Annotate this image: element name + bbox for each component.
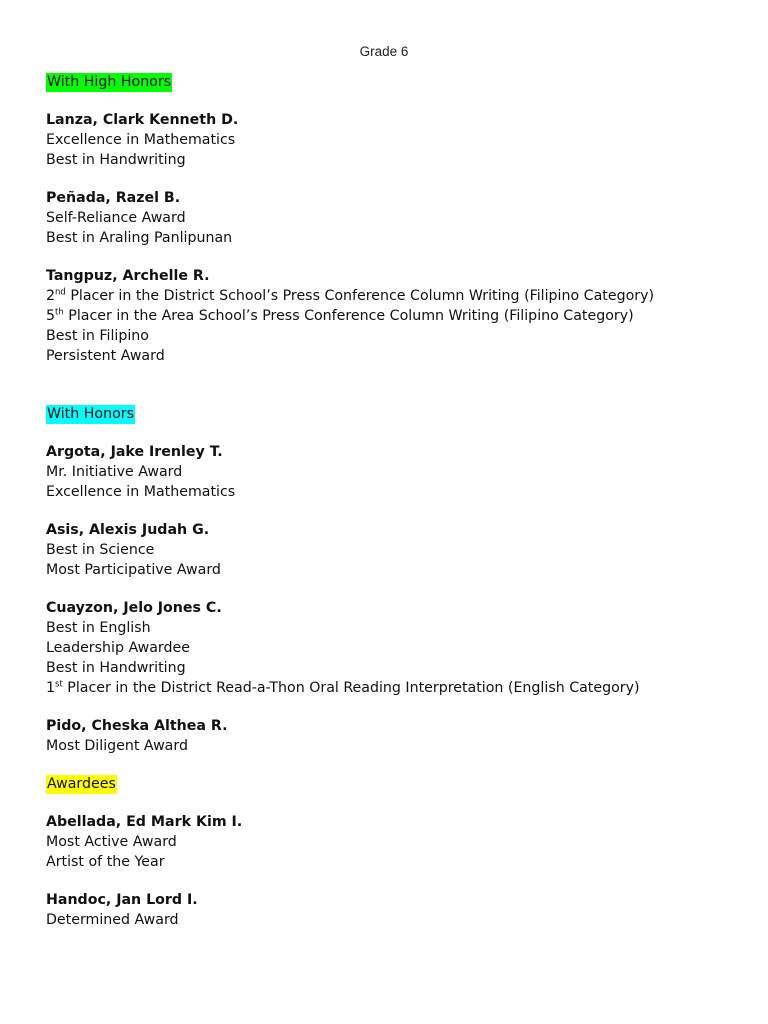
section-with-high-honors [46, 72, 746, 366]
award-line [46, 658, 746, 678]
award-text: Excellence in Mathematics [46, 132, 236, 148]
award-text: Best in Handwriting [46, 660, 186, 676]
award-text: Excellence in Mathematics [46, 484, 236, 500]
award-line [46, 852, 746, 872]
spacer [46, 794, 746, 812]
award-text: Placer in the District Read-a-Thon Oral Reading Interpretation (English Category) [62, 680, 640, 696]
student-name: Pido, Cheska Althea R. [46, 718, 228, 734]
section-heading: With High Honors [47, 74, 172, 90]
award-line [46, 736, 746, 756]
award-text: Placer in the Area School’s Press Conference Column Writing (Filipino Category) [63, 308, 634, 324]
award-text: Placer in the District School’s Press Conference Column Writing (Filipino Category) [65, 288, 655, 304]
award-text: Mr. Initiative Award [46, 464, 183, 480]
award-text: Best in Filipino [46, 328, 149, 344]
student-name: Handoc, Jan Lord I. [46, 892, 198, 908]
spacer [46, 502, 746, 520]
award-text: Most Diligent Award [46, 738, 188, 754]
student-name: Peñada, Razel B. [46, 190, 181, 206]
student-entry [46, 890, 746, 930]
student-entry [46, 812, 746, 872]
student-name: Tangpuz, Archelle R. [46, 268, 210, 284]
spacer [46, 424, 746, 442]
section-heading: Awardees [47, 776, 116, 792]
ordinal-suffix: st [55, 679, 63, 690]
placer-number: 2 [46, 288, 56, 304]
spacer [46, 248, 746, 266]
ordinal-suffix: th [55, 307, 64, 318]
student-name: Abellada, Ed Mark Kim I. [46, 814, 243, 830]
award-text: Leadership Awardee [46, 640, 190, 656]
award-text: Best in English [46, 620, 151, 636]
award-line [46, 910, 746, 930]
student-entry [46, 188, 746, 248]
placer-number: 5 [46, 308, 56, 324]
award-line [46, 618, 746, 638]
award-line [46, 832, 746, 852]
ordinal-suffix: nd [55, 287, 66, 298]
student-entry [46, 110, 746, 170]
award-line [46, 286, 746, 306]
award-text: Artist of the Year [46, 854, 165, 870]
student-entry [46, 716, 746, 756]
student-entry [46, 598, 746, 698]
student-name: Lanza, Clark Kenneth D. [46, 112, 239, 128]
award-text: Most Participative Award [46, 562, 221, 578]
section-heading: With Honors [47, 406, 134, 422]
award-line [46, 638, 746, 658]
student-name: Asis, Alexis Judah G. [46, 522, 210, 538]
spacer [46, 698, 746, 716]
award-text: Most Active Award [46, 834, 177, 850]
section-heading-row [46, 774, 746, 794]
award-line [46, 346, 746, 366]
student-name: Cuayzon, Jelo Jones C. [46, 600, 222, 616]
award-line [46, 462, 746, 482]
spacer [46, 580, 746, 598]
award-line [46, 228, 746, 248]
award-line [46, 678, 746, 698]
spacer [46, 872, 746, 890]
award-line [46, 482, 746, 502]
award-text: Best in Handwriting [46, 152, 186, 168]
award-line [46, 150, 746, 170]
spacer [46, 756, 746, 774]
award-line [46, 326, 746, 346]
student-entry [46, 266, 746, 366]
award-line [46, 306, 746, 326]
section-awardees [46, 774, 746, 930]
spacer [46, 170, 746, 188]
award-text: Persistent Award [46, 348, 165, 364]
award-text: Self-Reliance Award [46, 210, 186, 226]
spacer [46, 92, 746, 110]
page-title: Grade 6 [359, 44, 409, 59]
award-text: Determined Award [46, 912, 179, 928]
section-heading-row [46, 72, 746, 92]
award-line [46, 560, 746, 580]
student-entry [46, 442, 746, 502]
award-line [46, 130, 746, 150]
award-text: Best in Araling Panlipunan [46, 230, 233, 246]
award-line [46, 540, 746, 560]
award-text: Best in Science [46, 542, 155, 558]
placer-number: 1 [46, 680, 56, 696]
student-name: Argota, Jake Irenley T. [46, 444, 223, 460]
awards-list [46, 72, 746, 930]
student-entry [46, 520, 746, 580]
award-line [46, 208, 746, 228]
section-heading-row [46, 404, 746, 424]
spacer [46, 366, 746, 404]
section-with-honors [46, 404, 746, 756]
